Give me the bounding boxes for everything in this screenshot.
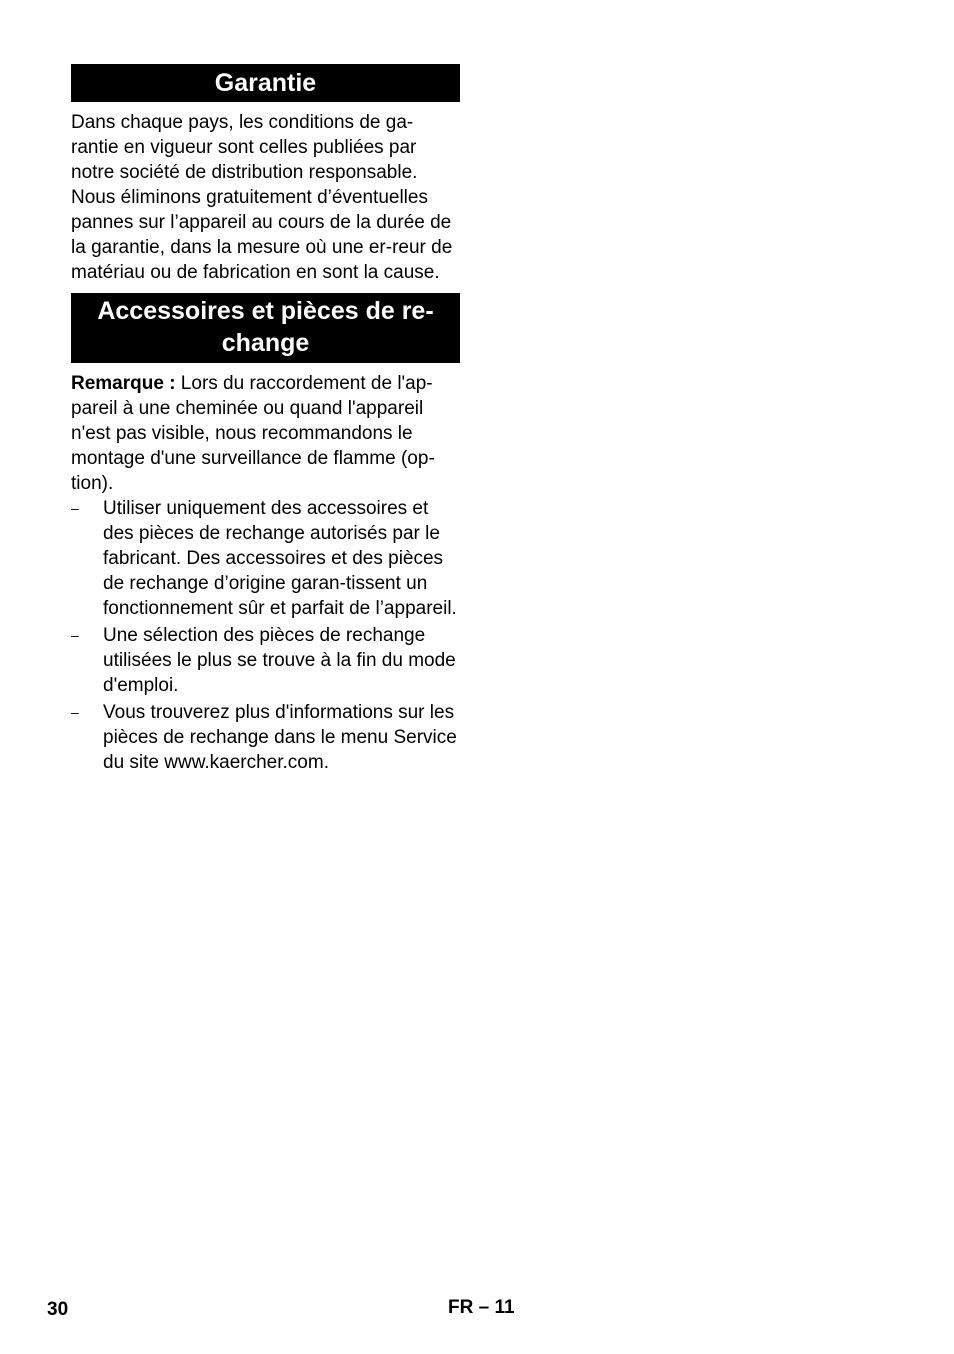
dash-bullet: –: [71, 627, 79, 643]
list-item-text: Utiliser uniquement des accessoires et des pièces de rechange autorisés par le fabricant. Des accessoires et des pièces de rechange d’origine garan-tissent un fonctionnement sûr et parfait de l’appareil.: [103, 498, 457, 619]
list-item: [71, 623, 460, 698]
list-item: [71, 496, 460, 621]
dash-bullet: –: [71, 500, 79, 516]
content-column: [71, 64, 460, 775]
section-heading-accessoires: [71, 293, 460, 363]
note-label: Remarque :: [71, 373, 176, 394]
list-item-text: Vous trouverez plus d'informations sur les pièces de rechange dans le menu Service du site www.kaercher.com.: [103, 702, 457, 773]
note-text: Lors du raccordement de l'ap-pareil à une cheminée ou quand l'appareil n'est pas visible, nous recommandons le montage d'une surveillance de flamme (op-tion).: [71, 373, 435, 494]
heading-line-2: change: [221, 329, 310, 357]
heading-line-1: Accessoires et pièces de re-: [97, 297, 434, 325]
list-item-text: Une sélection des pièces de rechange utilisées le plus se trouve à la fin du mode d'emploi.: [103, 625, 456, 696]
page-number: 30: [47, 1299, 69, 1320]
accessories-list: [71, 496, 460, 775]
language-page-label: FR – 11: [448, 1297, 515, 1318]
garantie-paragraph: Dans chaque pays, les conditions de ga-rantie en vigueur sont celles publiées par notre société de distribution responsable. Nous éliminons gratuitement d’éventuelles pannes sur l’appareil au cours de la durée de la garantie, dans la mesure où une er-reur de matériau ou de fabrication en sont la cause.: [71, 112, 453, 283]
dash-bullet: –: [71, 704, 79, 720]
list-item: [71, 700, 460, 775]
note-paragraph: [71, 371, 460, 496]
section-heading-garantie: Garantie: [71, 64, 460, 102]
